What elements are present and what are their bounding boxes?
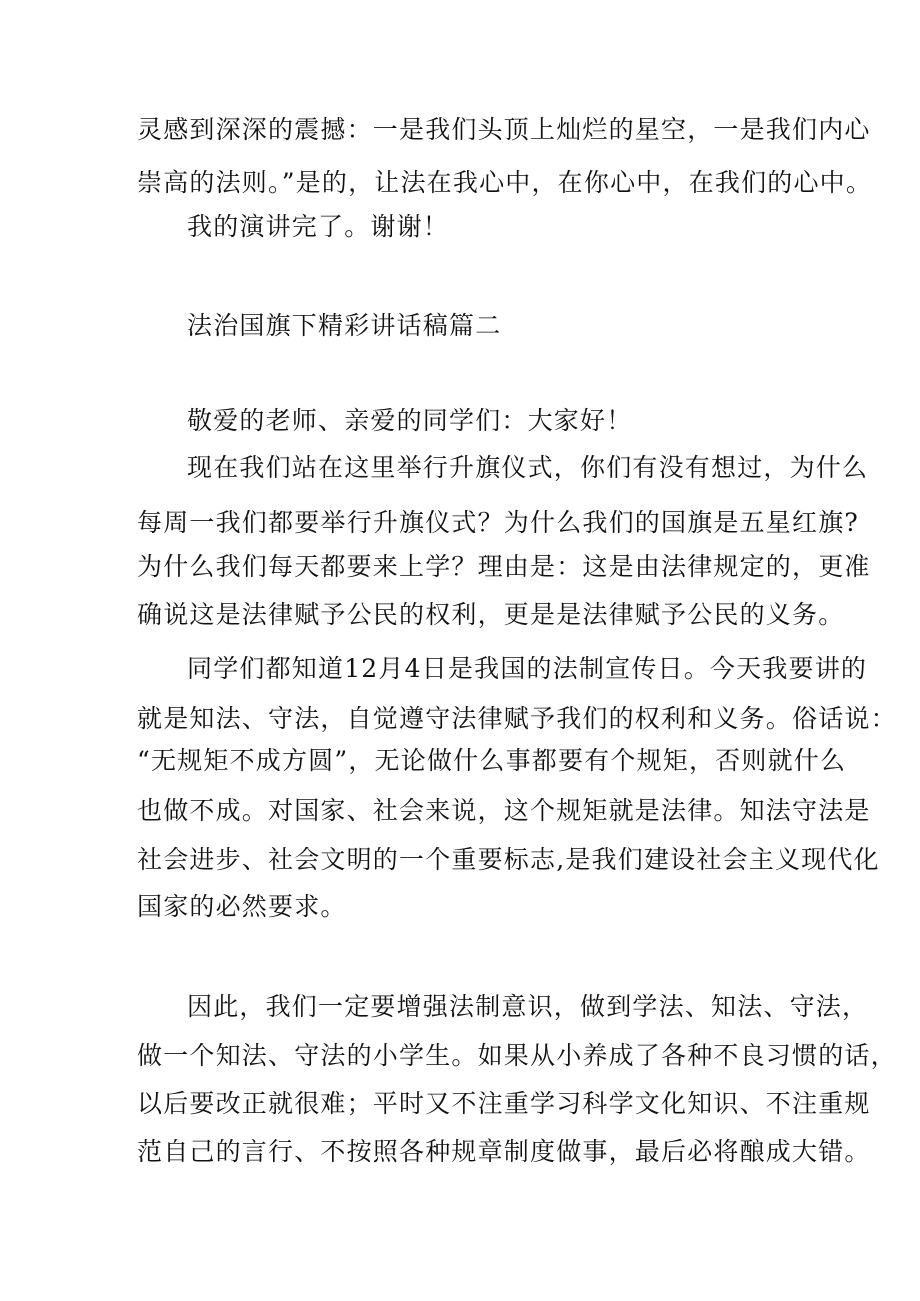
text-line: 也做不成。对国家、社会来说，这个规矩就是法律。知法守法是	[137, 796, 871, 825]
salutation: 敬爱的老师、亲爱的同学们：大家好！	[187, 406, 633, 435]
text-line: 就是知法、守法，自觉遵守法律赋予我们的权利和义务。俗话说：	[137, 704, 897, 733]
text-line: 确说这是法律赋予公民的权利，更是是法律赋予公民的义务。	[137, 600, 845, 629]
text-line: 同学们都知道12月4日是我国的法制宣传日。今天我要讲的	[187, 654, 868, 683]
text-line: 以后要改正就很难；平时又不注重学习科学文化知识、不注重规	[137, 1089, 871, 1118]
text-line: 范自己的言行、不按照各种规章制度做事，最后必将酿成大错。	[137, 1137, 871, 1166]
text-line: 社会进步、社会文明的一个重要标志,是我们建设社会主义现代化	[137, 845, 880, 874]
text-line: 我的演讲完了。谢谢！	[187, 212, 450, 241]
text-line: 国家的必然要求。	[137, 892, 347, 921]
text-line: 灵感到深深的震撼：一是我们头顶上灿烂的星空，一是我们内心	[137, 115, 871, 144]
text-line: 崇高的法则。”是的，让法在我心中，在你心中，在我们的心中。	[137, 168, 873, 197]
text-line: 做一个知法、守法的小学生。如果从小养成了各种不良习惯的话，	[137, 1041, 897, 1070]
text-line: 因此，我们一定要增强法制意识，做到学法、知法、守法，	[187, 992, 869, 1021]
section-heading: 法治国旗下精彩讲话稿篇二	[187, 311, 502, 340]
text-line: 为什么我们每天都要来上学？理由是：这是由法律规定的，更准	[137, 552, 871, 581]
text-line: “无规矩不成方圆”，无论做什么事都要有个规矩，否则就什么	[137, 746, 847, 775]
text-line: 现在我们站在这里举行升旗仪式，你们有没有想过，为什么	[187, 453, 869, 482]
text-line: 每周一我们都要举行升旗仪式？为什么我们的国旗是五星红旗?	[137, 508, 860, 537]
